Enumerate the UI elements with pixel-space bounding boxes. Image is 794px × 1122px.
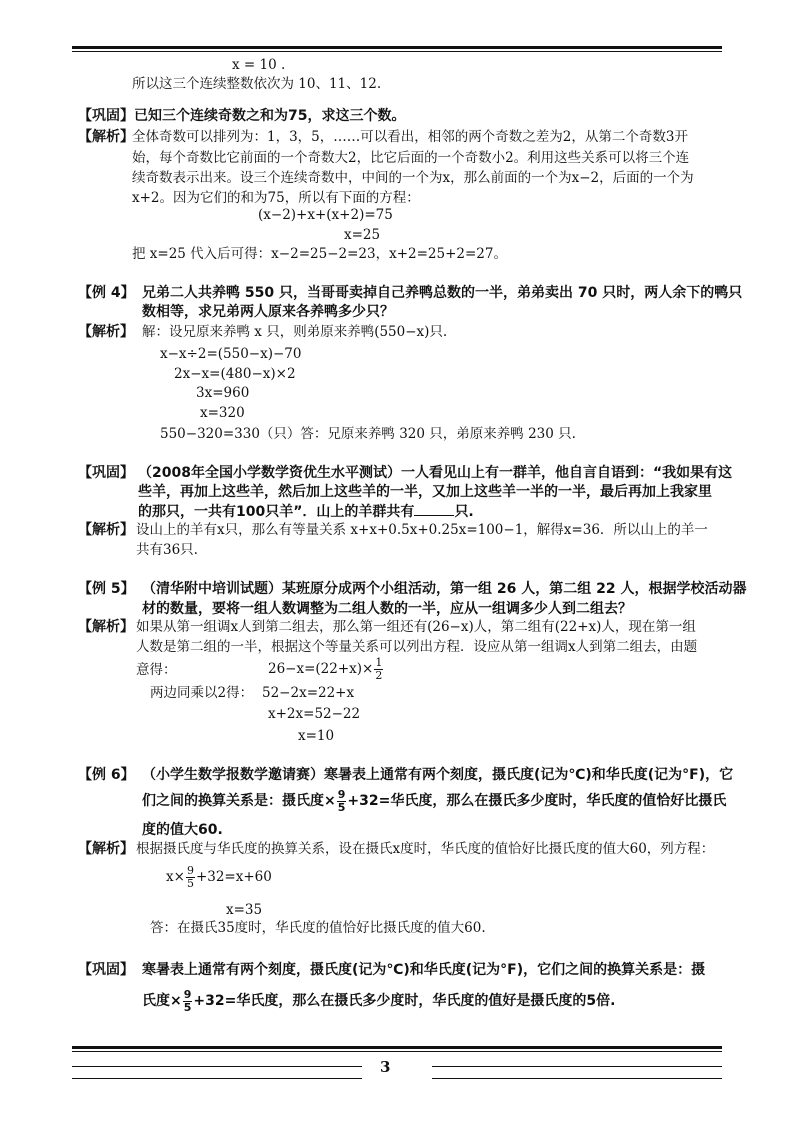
ex4-q-line-2: 数相等，求兄弟两人原来各养鸭多少只？	[142, 304, 394, 320]
q1-block	[78, 108, 405, 124]
q2-sol-tag: 【解析】	[78, 522, 134, 538]
fraction-nine-fifths-eq: $\frac{9}{5}$	[186, 864, 194, 890]
q1-sol-line-4: x+2。因为它们的和为75，所以有下面的方程：	[132, 190, 420, 206]
ex5-q-line-2: 材的数量，要将一组人数调整为二组人数的一半，应从一组调多少人到二组去？	[142, 601, 632, 617]
q3-tag: 【巩固】	[78, 962, 134, 978]
ex4-answer: 550−320=330（只）答：兄原来养鸭 320 只，弟原来养鸭 230 只.	[160, 426, 576, 442]
q1-sol-line-2: 始，每个奇数比它前面的一个奇数大2，比它后面的一个奇数小2。利用这些关系可以将三个连	[132, 150, 690, 166]
ex5-eq-main-left: 26−x=(22+x)×	[268, 661, 374, 677]
fraction-one-half: $\frac{1}{2}$	[375, 656, 383, 682]
q1-eq-2: x=25	[344, 227, 381, 243]
footer-line-left-2	[72, 1078, 362, 1079]
ex4-eq-4: x=320	[200, 405, 245, 421]
ex5-sol-tag: 【解析】	[78, 619, 134, 635]
header-rule-thin	[72, 51, 722, 52]
q2-sol-line-1: 设山上的羊有x只，那么有等量关系 x+x+0.5x+0.25x=100−1，解得x=36．所以山上的羊一	[136, 522, 708, 538]
ex5-sol-line-2: 人数是第二组的一半，根据这个等量关系可以列出方程．设应从第一组调x人到第二组去，由题	[136, 639, 698, 655]
q1-tag: 【巩固】	[78, 108, 134, 124]
ex5-eq-main	[268, 655, 384, 683]
continuation-text: 所以这三个连续整数依次为 10、11、12.	[132, 76, 382, 92]
q1-sol-line-1: 全体奇数可以排列为：1，3，5，……可以看出，相邻的两个奇数之差为2，从第二个奇数3开	[132, 129, 688, 145]
eq-x-equals-10: x = 10 .	[232, 57, 286, 73]
footer-line-right-1	[432, 1066, 722, 1067]
header-rule-thick	[72, 46, 722, 49]
ex4-q-line-1: 兄弟二人共养鸭 550 只，当哥哥卖掉自己养鸭总数的一半，弟弟卖出 70 只时，两人余下的鸭只	[142, 285, 743, 301]
ex6-eq-1a: x×	[166, 869, 185, 885]
ex6-q-line-1: （小学生数学报数学邀请赛）寒暑表上通常有两个刻度，摄氏度(记为℃)和华氏度(记为°F)，它	[142, 767, 734, 783]
footer-rule-thick	[72, 1046, 722, 1049]
ex6-sol-line: 根据摄氏度与华氏度的换算关系，设在摄氏x度时，华氏度的值恰好比摄氏度的值大60，列方程：	[136, 841, 715, 857]
q1-sol-tag: 【解析】	[78, 129, 134, 145]
ex4-eq-3: 3x=960	[196, 385, 250, 401]
q2-q-line-3	[138, 503, 474, 520]
ex6-answer: 答：在摄氏35度时，华氏度的值恰好比摄氏度的值大60.	[150, 920, 486, 936]
footer-rule-thin	[72, 1051, 722, 1052]
ex5-yide: 意得：	[136, 662, 177, 678]
q1-question: 已知三个连续奇数之和为75，求这三个数。	[134, 108, 406, 124]
q3-line-1: 寒暑表上通常有两个刻度，摄氏度(记为℃)和华氏度(记为°F)，它们之间的换算关系是：摄	[142, 962, 706, 978]
footer-line-right-2	[432, 1078, 722, 1079]
ex4-eq-1: x−x÷2=(550−x)−70	[160, 346, 302, 362]
q3-line-2	[142, 985, 615, 1017]
q2-q-line-3-end: 只.	[454, 504, 474, 520]
q3-line-2a: 氏度×	[142, 993, 182, 1009]
ex6-tag: 【例 6】	[78, 767, 135, 783]
q2-q-line-1: （2008年全国小学数学资优生水平测试）一人看见山上有一群羊，他自言自语到：“我如果有这	[138, 465, 733, 481]
ex6-q-line-2a: 们之间的换算关系是：摄氏度×	[142, 793, 336, 809]
q2-q-line-2: 些羊，再加上这些羊，然后加上这些羊的一半，又加上这些羊一半的一半，最后再加上我家里	[138, 484, 712, 500]
ex6-q-line-3: 度的值大60.	[142, 822, 223, 838]
q2-q-line-3-text: 的那只，一共有100只羊”．山上的羊群共有	[138, 504, 415, 520]
ex6-sol-tag: 【解析】	[78, 841, 134, 857]
q2-sol-line-2: 共有36只.	[136, 542, 198, 558]
ex5-eq-2: x+2x=52−22	[268, 706, 361, 722]
ex5-mul-label: 两边同乘以2得：	[150, 685, 254, 701]
ex5-eq-3: x=10	[298, 728, 335, 744]
q1-sol-line-3: 续奇数表示出来。设三个连续奇数中，中间的一个为x，那么前面的一个为x−2，后面的一个为	[132, 170, 694, 186]
ex6-eq-2: x=35	[226, 902, 263, 918]
q1-final: 把 x=25 代入后可得：x−2=25−2=23，x+2=25+2=27。	[132, 246, 507, 262]
ex4-sol-tag: 【解析】	[78, 324, 134, 340]
ex5-sol-line-1: 如果从第一组调x人到第二组去，那么第一组还有(26−x)人，第二组有(22+x)人，现在第一组	[136, 619, 696, 635]
ex6-eq-1	[166, 862, 272, 892]
ex4-sol-intro: 解：设兄原来养鸭 x 只，则弟原来养鸭(550−x)只.	[142, 324, 448, 340]
q2-tag: 【巩固】	[78, 465, 134, 481]
q3-line-2b: +32=华氏度，那么在摄氏多少度时，华氏度的值好是摄氏度的5倍.	[193, 993, 616, 1009]
ex4-tag: 【例 4】	[78, 285, 135, 301]
ex5-eq-1: 52−2x=22+x	[262, 685, 355, 701]
ex6-q-line-2	[142, 786, 726, 816]
ex6-q-line-2b: +32=华氏度，那么在摄氏多少度时，华氏度的值恰好比摄氏	[347, 793, 727, 809]
ex4-eq-2: 2x−x=(480−x)×2	[174, 366, 296, 382]
page-number: 3	[380, 1058, 391, 1076]
answer-blank[interactable]	[414, 503, 454, 516]
fraction-nine-fifths-q3: $\frac{9}{5}$	[183, 987, 192, 1014]
q1-eq-1: (x−2)+x+(x+2)=75	[258, 207, 393, 223]
footer-line-left-1	[72, 1066, 362, 1067]
ex5-tag: 【例 5】	[78, 581, 135, 597]
fraction-nine-fifths: $\frac{9}{5}$	[337, 787, 346, 814]
ex6-eq-1b: +32=x+60	[195, 869, 272, 885]
ex5-q-line-1: （清华附中培训试题）某班原分成两个小组活动，第一组 26 人，第二组 22 人，根据学校活动器	[142, 581, 747, 597]
